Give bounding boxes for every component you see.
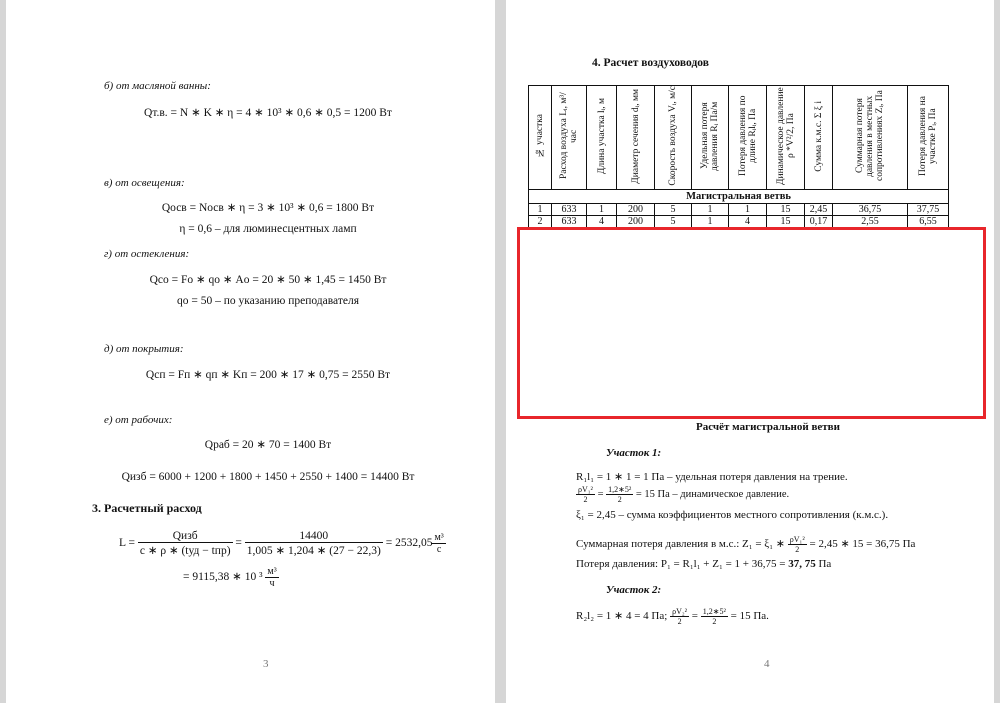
table-row — [529, 204, 949, 216]
line-kms: ξ₁ = 2,45 – сумма коэффициентов местного сопротивления (к.м.с.). — [576, 509, 889, 521]
local-den: 2 — [795, 545, 800, 554]
branch-row — [529, 190, 949, 204]
table-cell: 5 — [655, 204, 692, 216]
page-number: 3 — [263, 658, 269, 670]
dyn-frac-2 — [606, 485, 633, 504]
header-cell — [552, 86, 587, 190]
equation-lighting: Qосв = Nосв ∗ η = 3 ∗ 10³ ∗ 0,6 = 1800 Вт — [161, 202, 375, 214]
frac2-den: 1,005 ∗ 1,204 ∗ (27 − 22,3) — [246, 545, 381, 557]
unit-fraction-2 — [265, 566, 278, 589]
dyn-frac-1 — [576, 485, 595, 504]
table-cell: 5 — [655, 216, 692, 228]
header-text: Длина участка lᵢ, м — [596, 97, 607, 175]
unit-fraction-1 — [432, 532, 445, 555]
line-segment-2 — [576, 607, 769, 626]
dyn-rest: = 15 Па – динамическое давление. — [635, 488, 790, 500]
unit2-den: ч — [269, 578, 275, 589]
heading-glazing: г) от остекления: — [104, 248, 190, 260]
table-cell: 633 — [552, 204, 587, 216]
unit2-num: м³ — [267, 566, 277, 577]
table-cell: 15 — [767, 216, 805, 228]
table-cell: 2 — [529, 216, 552, 228]
table-cell: 2,45 — [805, 204, 833, 216]
table-cell: 0,17 — [805, 216, 833, 228]
dyn-den-1: 2 — [583, 495, 588, 504]
equation-glazing: Qсо = Fо ∗ qо ∗ Aо = 20 ∗ 50 ∗ 1,45 = 1450 Вт — [149, 274, 387, 286]
line-dynamic-pressure — [576, 485, 789, 504]
header-text: Расход воздуха Lᵢ, м³/час — [559, 92, 579, 180]
equation-total: Qизб = 6000 + 1200 + 1800 + 1450 + 2550 + 1400 = 14400 Вт — [121, 471, 415, 483]
table-cell: 633 — [552, 216, 587, 228]
local-num: ρV₁² — [789, 535, 805, 544]
table-cell: 1 — [729, 204, 767, 216]
section-4-title: 4. Расчет воздуховодов — [592, 57, 709, 69]
header-cell — [529, 86, 552, 190]
seg2-den-2: 2 — [712, 617, 717, 626]
dyn-num-2: 1,2∗5² — [608, 485, 632, 494]
header-cell — [767, 86, 805, 190]
dyn-eq: = — [597, 488, 604, 500]
line-pressure-loss — [576, 558, 831, 570]
equation-flow-hourly — [183, 566, 279, 589]
loss-a: Потеря давления: P₁ = R₁l₁ + Z₁ = 1 + 36,75 = — [576, 558, 786, 570]
loss-unit: Па — [818, 558, 832, 570]
table-cell: 4 — [729, 216, 767, 228]
line-friction-loss: R₁l₁ = 1 ∗ 1 = 1 Па – удельная потеря давления на трение. — [576, 471, 848, 483]
heading-oil-bath: б) от масляной ванны: — [104, 80, 211, 92]
seg2-a: R₂l₂ = 1 ∗ 4 = 4 Па; — [576, 610, 668, 623]
flow-result: = 2532,05 — [385, 537, 433, 550]
heading-lighting: в) от освещения: — [104, 177, 185, 189]
note-glazing: qо = 50 – по указанию преподавателя — [177, 295, 359, 307]
header-cell — [833, 86, 908, 190]
frac2-num: 14400 — [245, 530, 383, 543]
equation-workers: Qраб = 20 ∗ 70 = 1400 Вт — [204, 439, 332, 451]
header-cell — [617, 86, 655, 190]
seg2-frac-1 — [670, 607, 689, 626]
table-cell: 200 — [617, 204, 655, 216]
section-3-title: 3. Расчетный расход — [92, 501, 202, 515]
header-cell — [729, 86, 767, 190]
table-cell: 2,55 — [833, 216, 908, 228]
highlight-box — [517, 227, 986, 419]
seg2-eq: = — [691, 610, 699, 623]
page-3 — [6, 0, 495, 703]
table-cell: 15 — [767, 204, 805, 216]
equation-roof: Qсп = Fп ∗ qп ∗ Kп = 200 ∗ 17 ∗ 0,75 = 2550 Вт — [145, 369, 391, 381]
dyn-den-2: 2 — [617, 495, 622, 504]
fraction-2 — [245, 530, 383, 557]
table-cell: 37,75 — [908, 204, 949, 216]
calc-title: Расчёт магистральной ветви — [696, 421, 840, 433]
table-cell: 1 — [692, 204, 729, 216]
header-cell — [805, 86, 833, 190]
header-text: Динамическое давление ρ *V²/2, Па — [775, 87, 796, 185]
duct-calc-table — [528, 85, 949, 228]
flow-hourly-value: = 9115,38 ∗ 10 ³ — [183, 571, 263, 584]
segment-2-title: Участок 2: — [606, 584, 662, 596]
page-4 — [506, 0, 994, 703]
seg2-rest: = 15 Па. — [730, 610, 769, 623]
header-text: Суммарная потеря давления в местных сопротивлениях Zᵢ, Па — [855, 90, 885, 182]
seg2-num-2: 1,2∗5² — [702, 607, 726, 616]
seg2-num-1: ρV₂² — [672, 607, 688, 616]
header-text: Сумма к.м.с. Σ ξ i — [813, 100, 824, 172]
header-text: № участка — [535, 114, 545, 158]
header-cell — [655, 86, 692, 190]
local-frac — [788, 535, 807, 554]
frac1-num: Qизб — [138, 530, 233, 543]
equation-flow-rate — [119, 530, 446, 557]
branch-label: Магистральная ветвь — [529, 190, 949, 204]
unit1-num: м³ — [434, 532, 444, 543]
seg2-frac-2 — [701, 607, 728, 626]
dyn-num-1: ρV₁² — [578, 485, 593, 494]
header-text: Потеря давления на участке Pᵢ, Па — [918, 96, 938, 176]
line-local-losses — [576, 535, 915, 554]
table-cell: 6,55 — [908, 216, 949, 228]
header-text: Скорость воздуха Vᵢ, м/с — [668, 86, 678, 186]
table-cell: 36,75 — [833, 204, 908, 216]
equation-oil-bath: Qт.в. = N ∗ K ∗ η = 4 ∗ 10³ ∗ 0,6 ∗ 0,5 = 1200 Вт — [144, 107, 392, 119]
header-text: Удельная потеря давления Rᵢ Па/м — [700, 101, 720, 171]
frac1-den: c ∗ ρ ∗ (tуд − tпр) — [139, 545, 231, 557]
note-lighting: η = 0,6 – для люминесцентных ламп — [179, 223, 357, 235]
local-a: Суммарная потеря давления в м.с.: Z₁ = ξ₁ ∗ — [576, 538, 786, 551]
header-cell — [692, 86, 729, 190]
table-cell: 1 — [529, 204, 552, 216]
table-cell: 1 — [587, 204, 617, 216]
segment-1-title: Участок 1: — [606, 447, 662, 459]
header-cell — [908, 86, 949, 190]
page-number: 4 — [764, 658, 770, 670]
table-row — [529, 216, 949, 228]
unit1-den: с — [436, 544, 442, 555]
table-cell: 200 — [617, 216, 655, 228]
heading-roof: д) от покрытия: — [104, 343, 184, 355]
table-header-row — [529, 86, 949, 190]
heading-workers: е) от рабочих: — [104, 414, 173, 426]
loss-value: 37, 75 — [788, 558, 816, 570]
header-cell — [587, 86, 617, 190]
seg2-den-1: 2 — [677, 617, 682, 626]
table-cell: 1 — [692, 216, 729, 228]
header-text: Потеря давления по длине Rᵢlᵢ, Па — [737, 95, 758, 177]
flow-eq: = — [235, 537, 242, 550]
header-text: Диаметр сечения dᵢ, мм — [630, 88, 641, 184]
table-cell: 4 — [587, 216, 617, 228]
fraction-1 — [138, 530, 233, 557]
flow-lhs: L = — [119, 537, 135, 550]
local-b: = 2,45 ∗ 15 = 36,75 Па — [809, 538, 916, 551]
